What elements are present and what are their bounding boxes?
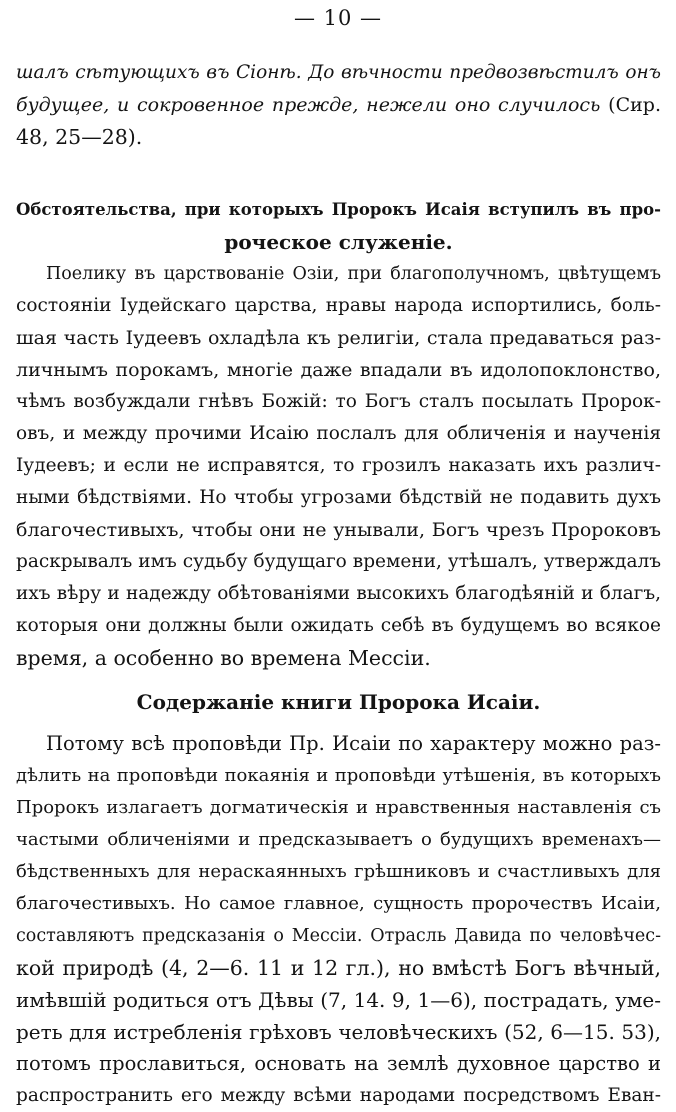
paragraph-line: которыя они должны были ожидать себѣ въ будущемъ во всякое — [16, 615, 661, 636]
heading-line-1: Обстоятельства, при которыхъ Пророкъ Исаія вступилъ въ про- — [16, 200, 661, 219]
section-heading-contents — [16, 686, 661, 718]
paragraph-line: Потому всѣ проповѣди Пр. Исаіи по характеру можно раз- — [46, 732, 661, 755]
paragraph-line: распространить его между всѣми народами посредствомъ Еван- — [16, 1085, 661, 1106]
paragraph-line: шая часть Іудеевъ охладѣла къ религіи, стала предаваться раз- — [16, 327, 661, 349]
paragraph-line: частыми обличеніями и предсказываетъ о будущихъ временахъ— — [16, 829, 661, 850]
paragraph-line: раскрывалъ имъ судьбу будущаго времени, утѣшалъ, утверждалъ — [16, 551, 661, 572]
paragraph-line: ихъ вѣру и надежду обѣтованіями высокихъ благодѣяній и благъ, — [16, 583, 661, 604]
page-number: — 10 — — [293, 6, 383, 30]
paragraph-line: кой природѣ (4, 2—6. 11 и 12 гл.), но вмѣстѣ Богъ вѣчный, — [16, 956, 661, 980]
paragraph-line: овъ, и между прочими Исаію послалъ для обличенія и наученія — [16, 423, 661, 444]
paragraph-line: чѣмъ возбуждали гнѣвъ Божій: то Богъ сталъ посылать Пророк- — [16, 391, 661, 412]
paragraph-line: потомъ прославиться, основать на землѣ духовное царство и — [16, 1052, 661, 1075]
continuation-line-2-italic: будущее, и сокровенное прежде, нежели оно случилось — [16, 94, 601, 116]
continuation-line-2 — [16, 89, 661, 121]
paragraph-line: составляютъ предсказанія о Мессіи. Отрасль Давида по человѣчес- — [16, 926, 661, 946]
paragraph-line: бѣдственныхъ для нераскаянныхъ грѣшниковъ и счастливыхъ для — [16, 861, 661, 882]
paragraph-line: время, а особенно во времена Мессіи. — [16, 646, 431, 670]
paragraph-line: имѣвшій родиться отъ Дѣвы (7, 14. 9, 1—6), пострадать, уме- — [16, 988, 661, 1012]
section-heading-circumstances — [16, 194, 661, 258]
continuation-line-3: 48, 25—28). — [16, 125, 143, 149]
paragraph-line: Поелику въ царствованіе Озіи, при благополучномъ, цвѣтущемъ — [46, 264, 661, 284]
heading-line-2: роческое служеніе. — [224, 230, 453, 254]
paragraph-line: дѣлить на проповѣди покаянія и проповѣди утѣшенія, въ которыхъ — [16, 765, 661, 786]
paragraph-line: Пророкъ излагаетъ догматическія и нравственныя наставленія съ — [16, 797, 661, 818]
continuation-paragraph — [16, 57, 661, 153]
section-paragraph-circumstances — [16, 258, 661, 674]
paragraph-line: реть для истребленія грѣховъ человѣческихъ (52, 6—15. 53), — [16, 1020, 661, 1044]
paragraph-line: Іудеевъ; и если не исправятся, то грозилъ наказать ихъ различ- — [16, 455, 661, 476]
heading-line: Содержаніе книги Пророка Исаіи. — [136, 690, 541, 714]
continuation-line-1: шалъ сѣтующихъ въ Сіонѣ. До вѣчности предвозвѣстилъ онъ — [16, 62, 661, 83]
paragraph-line: личнымъ порокамъ, многіе даже впадали въ идолопоклонство, — [16, 359, 661, 381]
paragraph-line: благочестивыхъ. Но самое главное, сущность пророчествъ Исаіи, — [16, 893, 661, 914]
paragraph-line: ными бѣдствіями. Но чтобы угрозами бѣдствій не подавить духъ — [16, 487, 661, 508]
paragraph-line: состояніи Іудейскаго царства, нравы народа испортились, боль- — [16, 295, 661, 316]
paragraph-line: благочестивыхъ, чтобы они не унывали, Богъ чрезъ Пророковъ — [16, 519, 661, 541]
section-paragraph-contents — [16, 728, 661, 1112]
continuation-line-2-rest: (Сир. — [600, 94, 661, 116]
